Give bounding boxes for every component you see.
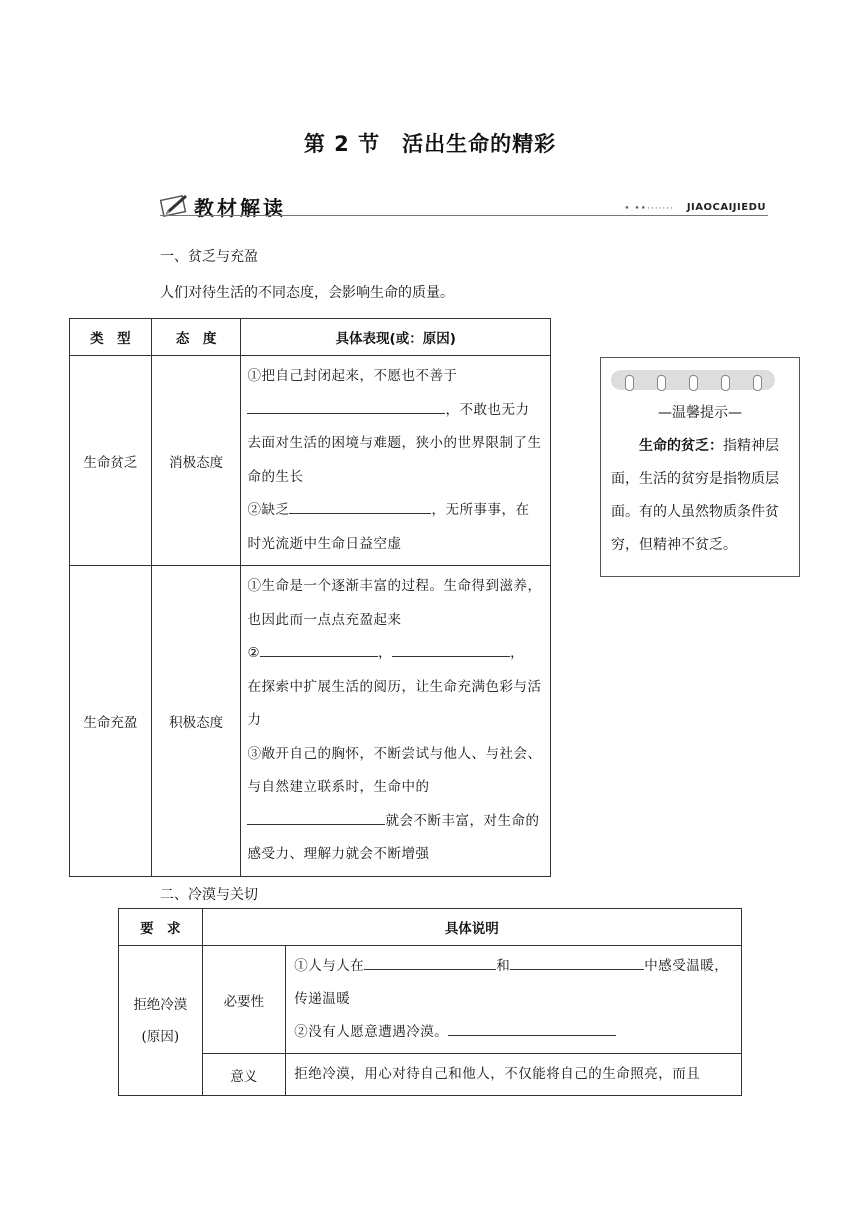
tip-title: —温馨提示— [658, 405, 742, 421]
row-requirement: 拒绝冷漠 (原因) [119, 946, 203, 1096]
table-header-row [70, 319, 551, 356]
fill-blank[interactable] [247, 399, 445, 414]
row-type: 生命充盈 [70, 566, 152, 877]
fill-blank[interactable] [364, 955, 496, 970]
table-row [119, 946, 742, 1054]
row-attitude: 消极态度 [151, 356, 241, 566]
detail-line: ①生命是一个逐渐丰富的过程。生命得到滋养，也因此而一点点充盈起来 [247, 578, 542, 628]
detail-line: ③敞开自己的胸怀，不断尝试与他人、与社会、与自然建立联系时，生命中的 [247, 745, 542, 795]
row-type: 生命贫乏 [70, 356, 152, 566]
table-indifference [118, 908, 742, 1096]
row-sub-meaning: 意义 [202, 1054, 286, 1096]
table-row [70, 356, 551, 566]
detail-line: ②缺乏 ，无所事事，在 [247, 494, 544, 528]
row-detail [286, 946, 742, 1054]
row-detail [241, 566, 551, 877]
header-type: 类 型 [70, 319, 152, 356]
detail-line: 就会不断丰富，对生命的感受力、理解力就会不断增强 [247, 805, 544, 872]
row-attitude: 积极态度 [151, 566, 241, 877]
banner-rule [160, 215, 768, 216]
row-detail [241, 356, 551, 566]
row-detail: 拒绝冷漠，用心对待自己和他人，不仅能将自己的生命照亮，而且 [286, 1054, 742, 1096]
fill-blank[interactable] [260, 642, 378, 657]
header-detail: 具体表现(或：原因) [241, 319, 551, 356]
page-title: 第 2 节 活出生命的精彩 [303, 132, 557, 156]
detail-line: ②没有人愿意遭遇冷漠。 [294, 1016, 733, 1049]
detail-line: 去面对生活的困境与难题，狭小的世界限制了生命的生长 [247, 435, 542, 485]
detail-line: ② ， ， [247, 637, 544, 671]
notebook-spiral-icon [611, 370, 775, 390]
fill-blank[interactable] [448, 1021, 616, 1036]
fill-blank[interactable] [510, 955, 644, 970]
section-banner [160, 190, 768, 220]
detail-line: 时光流逝中生命日益空虚 [247, 535, 402, 552]
banner-english: JIAOCAIJIEDU [683, 202, 766, 213]
row-sub-necessity: 必要性 [202, 946, 286, 1054]
fill-blank[interactable] [247, 810, 385, 825]
header-requirement: 要 求 [119, 909, 203, 946]
header-explanation: 具体说明 [202, 909, 741, 946]
tip-body: 生命的贫乏：指精神层面，生活的贫穷是指物质层面。有的人虽然物质条件贫穷，但精神不贫乏。 [611, 438, 779, 553]
detail-line: ①把自己封闭起来，不愿也不善于 [247, 368, 458, 384]
fill-blank[interactable] [289, 499, 431, 514]
section1-heading: 一、贫乏与充盈 [160, 249, 258, 265]
table-header-row [119, 909, 742, 946]
detail-line: 在探索中扩展生活的阅历，让生命充满色彩与活力 [247, 678, 542, 728]
tip-box [600, 357, 800, 577]
table-row [119, 1054, 742, 1096]
fill-blank[interactable] [392, 642, 510, 657]
detail-line: ，不敢也无力 [247, 394, 544, 428]
banner-label: 教材解读 [194, 196, 286, 220]
section2-heading: 二、冷漠与关切 [160, 887, 258, 903]
table-row [70, 566, 551, 877]
banner-dots: • ••······· [624, 204, 674, 214]
detail-line: ①人与人在 和 中感受温暖，传递温暖 [294, 950, 733, 1016]
header-attitude: 态 度 [151, 319, 241, 356]
table-life-quality [69, 318, 551, 877]
section1-intro: 人们对待生活的不同态度，会影响生命的质量。 [160, 285, 454, 301]
